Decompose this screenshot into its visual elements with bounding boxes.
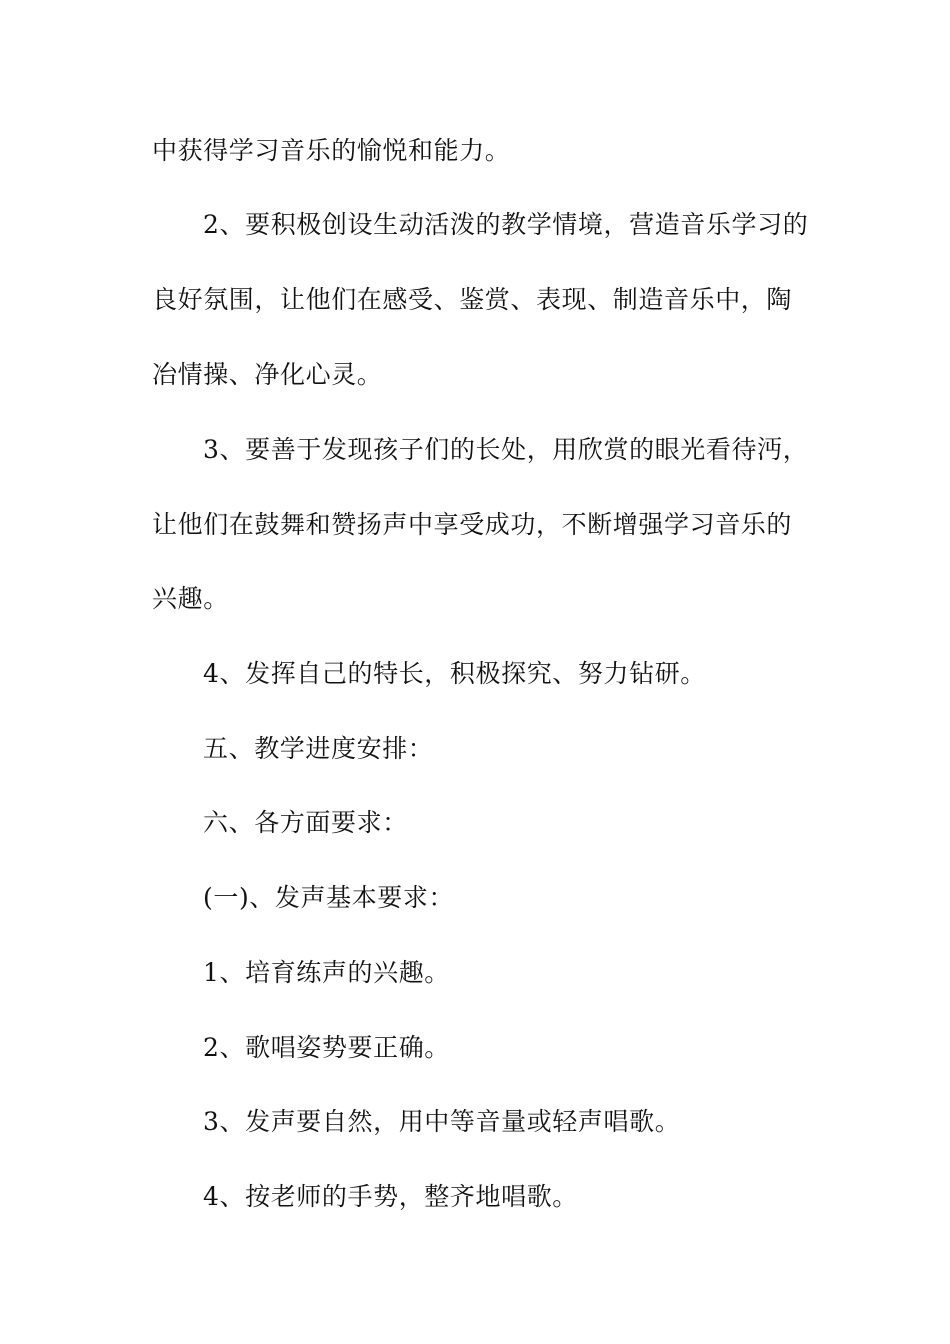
subsection-heading: (一)、发声基本要求： [203,883,455,912]
list-item: 4、按老师的手势，整齐地唱歌。 [203,1182,578,1211]
section-heading: 五、教学进度安排： [203,734,434,763]
paragraph-line: 冶情操、净化心灵。 [152,360,383,389]
list-item: 1、培育练声的兴趣。 [203,958,450,987]
paragraph-line: 兴趣。 [152,584,229,613]
paragraph-line: 3、要善于发现孩子们的长处，用欣赏的眼光看待沔， [203,435,809,464]
list-item: 3、发声要自然，用中等音量或轻声唱歌。 [203,1107,681,1136]
paragraph-line: 2、要积极创设生动活泼的教学情境，营造音乐学习的 [203,210,809,239]
section-heading: 六、各方面要求： [203,808,408,837]
paragraph-line: 中获得学习音乐的愉悦和能力。 [152,136,511,165]
paragraph-line: 4、发挥自己的特长，积极探究、努力钻研。 [203,659,706,688]
paragraph-line: 良好氛围，让他们在感受、鉴赏、表现、制造音乐中，陶 [152,285,793,314]
list-item: 2、歌唱姿势要正确。 [203,1033,450,1062]
paragraph-line: 让他们在鼓舞和赞扬声中享受成功，不断增强学习音乐的 [152,510,793,539]
